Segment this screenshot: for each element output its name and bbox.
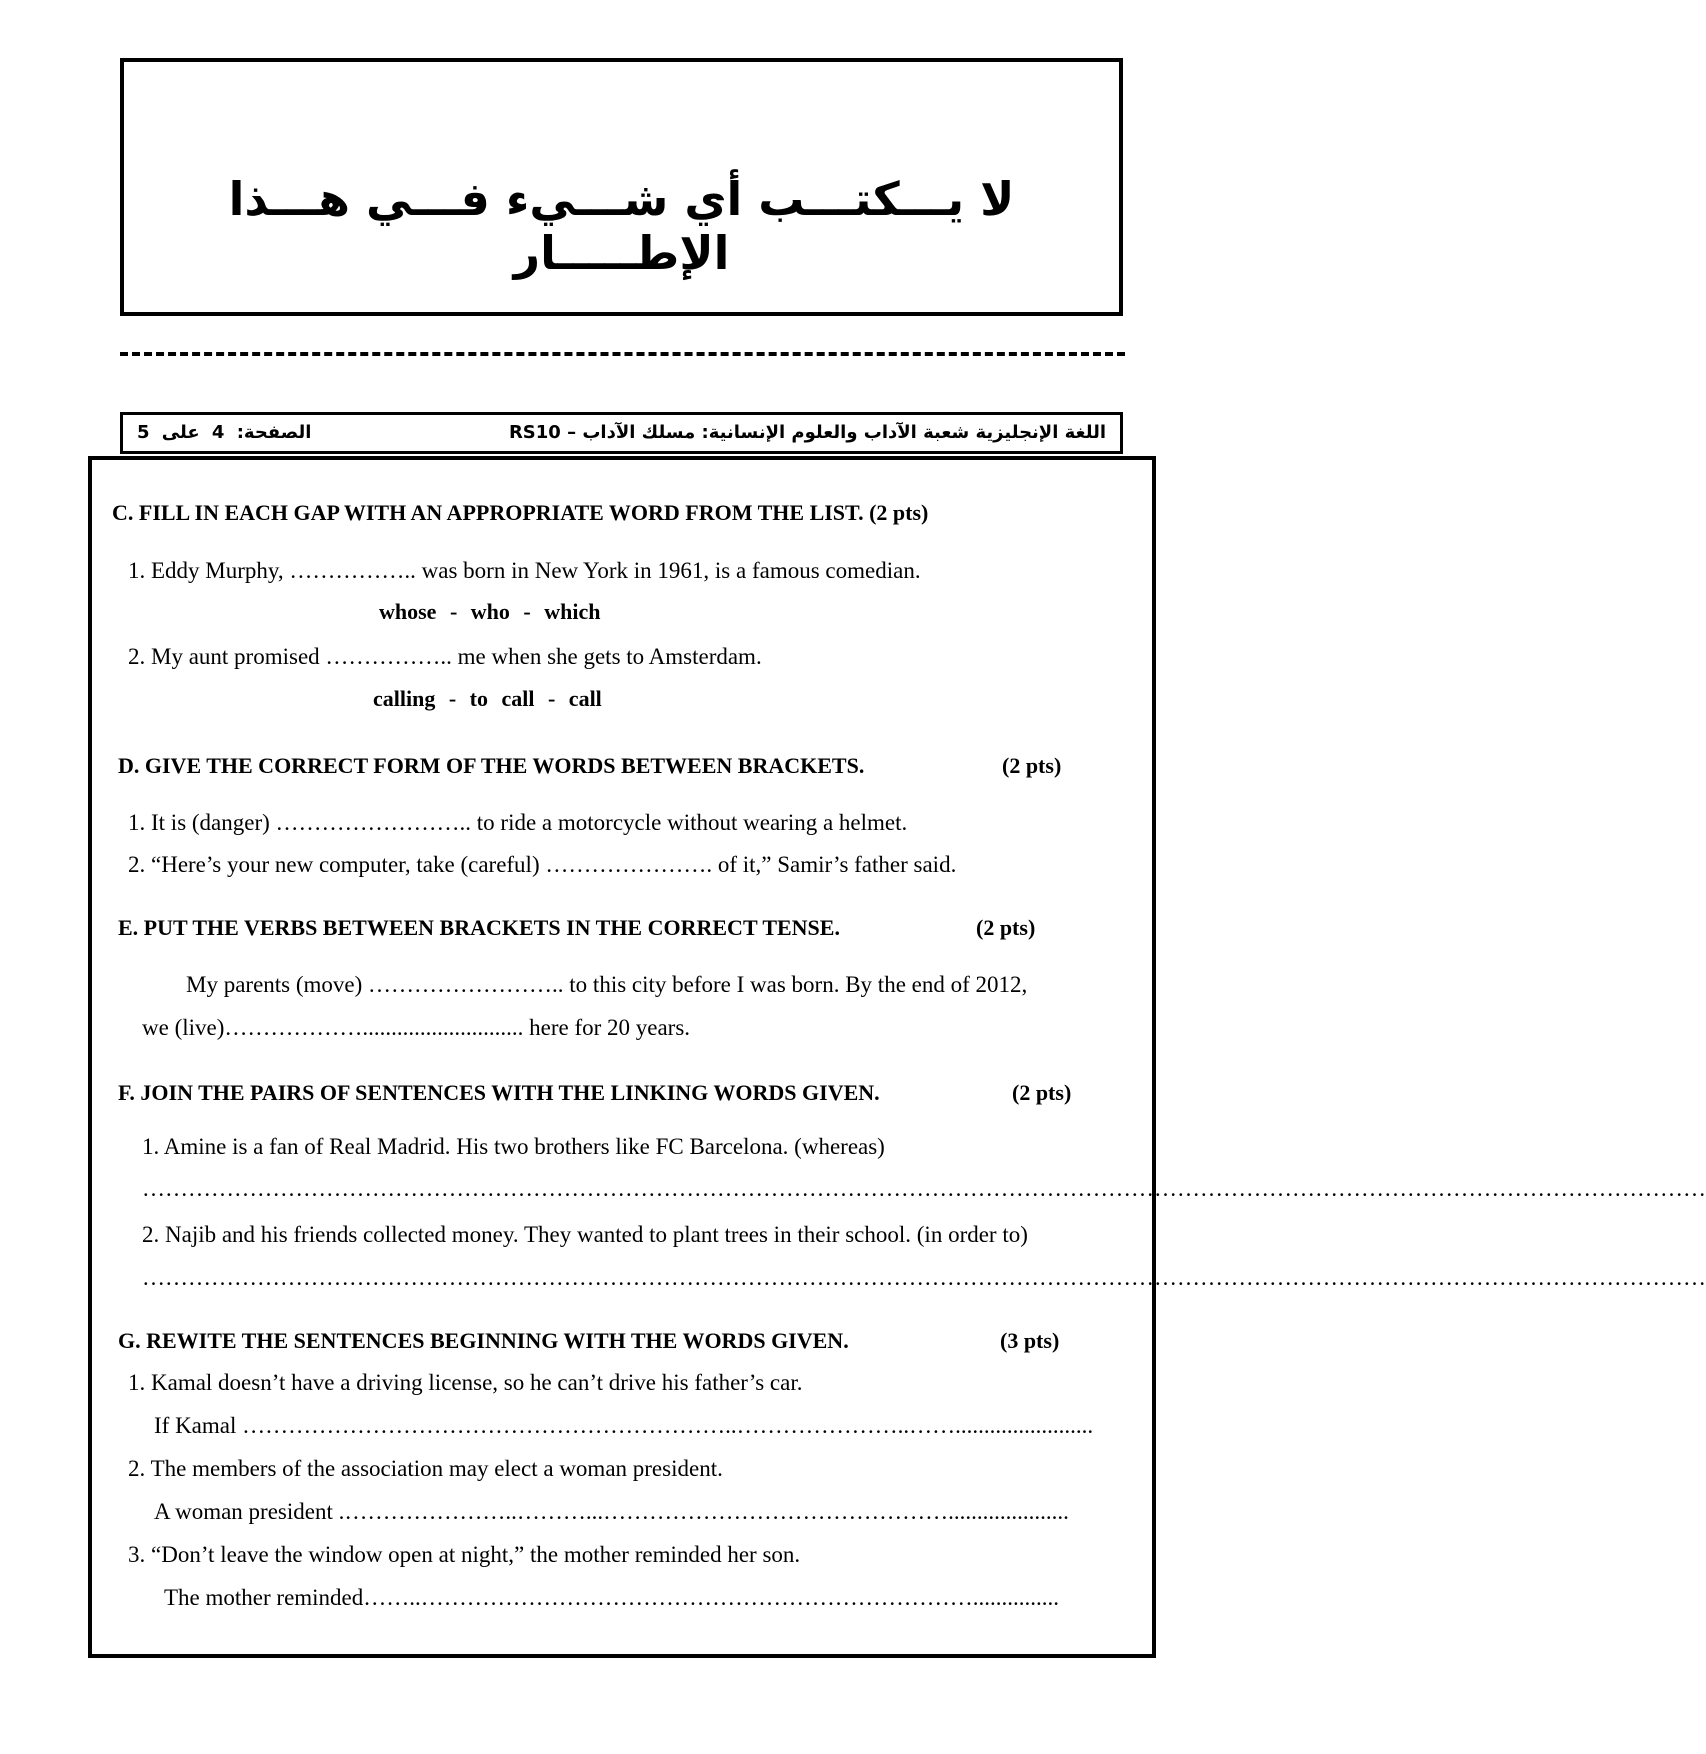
section-f-answer-line-1[interactable]: …………………………………………………………………………………………………………………………………………………………………………………… <box>142 1176 1706 1201</box>
section-e-line-1: My parents (move) …………………….. to this city before I was born. By the end of 2012, <box>186 972 1028 997</box>
section-f-points: (2 pts) <box>1012 1080 1072 1105</box>
exam-questions-box <box>88 456 1706 1658</box>
section-g-points: (3 pts) <box>1000 1328 1060 1353</box>
section-c-question-1: 1. Eddy Murphy, …………….. was born in New York in 1961, is a famous comedian. <box>128 558 921 583</box>
section-c-question-2-options: calling - to call - call <box>373 686 602 711</box>
section-c-heading: C. FILL IN EACH GAP WITH AN APPROPRIATE WORD FROM THE LIST. (2 pts) <box>112 500 929 525</box>
exam-subject: اللغة الإنجليزية شعبة الآداب والعلوم الإنسانية: مسلك الآداب – RS10 <box>508 422 1106 443</box>
cut-line <box>120 352 1125 356</box>
section-f-answer-line-2[interactable]: …………………………………………………………………………………………………………………………………………………………………………………… <box>142 1265 1706 1290</box>
section-e-line-2: we (live)………………............................ here for 20 years. <box>142 1015 691 1040</box>
do-not-write-box <box>120 58 1123 316</box>
section-f-question-2: 2. Najib and his friends collected money. They wanted to plant trees in their school. (in order to) <box>142 1222 1028 1247</box>
section-c-question-1-options: whose - who - which <box>379 599 601 624</box>
section-d-points: (2 pts) <box>1002 753 1062 778</box>
section-f-heading: F. JOIN THE PAIRS OF SENTENCES WITH THE LINKING WORDS GIVEN. <box>118 1080 880 1105</box>
section-g-question-2: 2. The members of the association may elect a woman president. <box>128 1456 723 1481</box>
section-d-heading: D. GIVE THE CORRECT FORM OF THE WORDS BETWEEN BRACKETS. <box>118 753 865 778</box>
section-c-question-2: 2. My aunt promised …………….. me when she gets to Amsterdam. <box>128 644 762 669</box>
section-g-question-2-answer[interactable]: A woman president .…………………..………...………………………………………..................... <box>154 1499 1069 1524</box>
do-not-write-warning: لا يـــكتـــب أي شـــيء فـــي هـــذا الإطـــــار <box>228 172 1015 280</box>
section-g-question-3-answer[interactable]: The mother reminded……..………………………………………………………………............... <box>164 1585 1060 1610</box>
section-d-question-1: 1. It is (danger) …………………….. to ride a motorcycle without wearing a helmet. <box>128 810 908 835</box>
section-e-heading: E. PUT THE VERBS BETWEEN BRACKETS IN THE CORRECT TENSE. <box>118 915 840 940</box>
page-number: الصفحة: 4 على 5 <box>137 422 312 443</box>
section-g-question-3: 3. “Don’t leave the window open at night,” the mother reminded her son. <box>128 1542 801 1567</box>
section-g-question-1-answer[interactable]: If Kamal ………………………………………………………..…………………..……........................ <box>154 1413 1094 1438</box>
section-f-question-1: 1. Amine is a fan of Real Madrid. His two brothers like FC Barcelona. (whereas) <box>142 1134 885 1159</box>
section-g-question-1: 1. Kamal doesn’t have a driving license, so he can’t drive his father’s car. <box>128 1370 803 1395</box>
section-d-question-2: 2. “Here’s your new computer, take (careful) …………………. of it,” Samir’s father said. <box>128 852 957 877</box>
exam-header-strip <box>120 412 1123 454</box>
section-g-heading: G. REWITE THE SENTENCES BEGINNING WITH THE WORDS GIVEN. <box>118 1328 849 1353</box>
section-e-points: (2 pts) <box>976 915 1036 940</box>
